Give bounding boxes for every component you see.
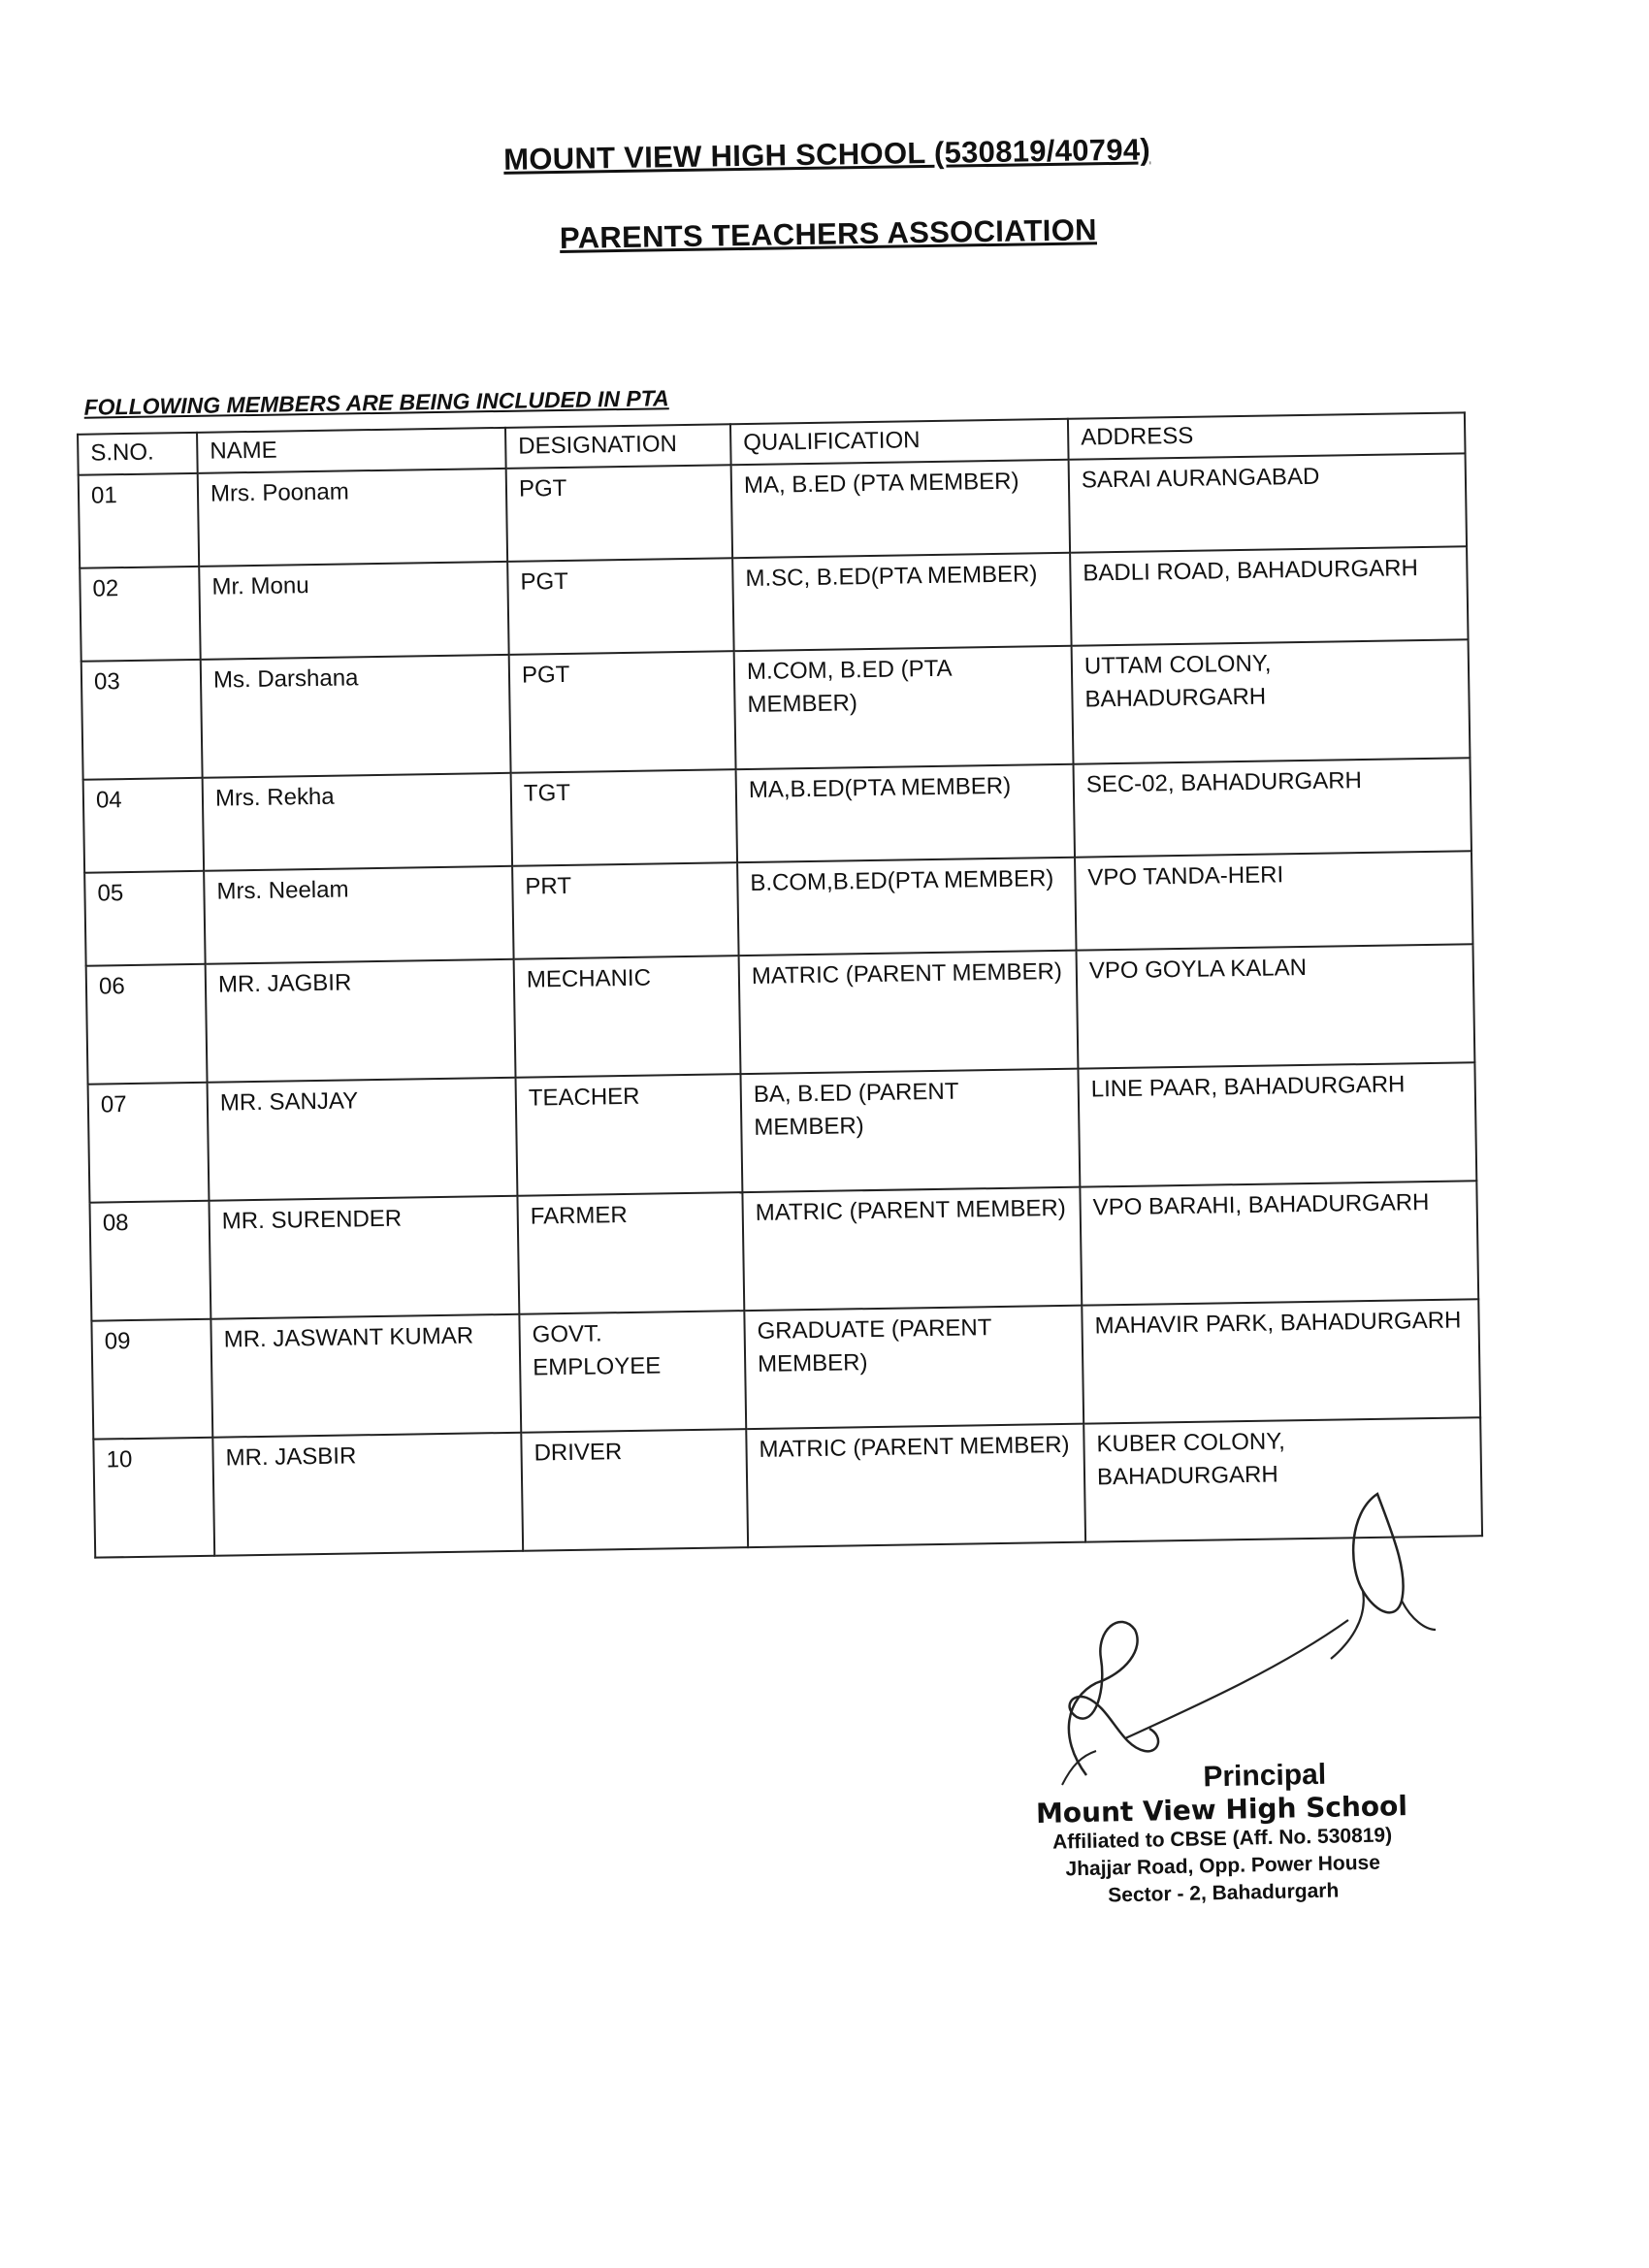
cell-qualification: BA, B.ED (PARENT MEMBER) [740,1069,1080,1192]
cell-qualification: M.COM, B.ED (PTA MEMBER) [734,646,1074,769]
cell-designation: TEACHER [516,1074,743,1196]
members-table [77,411,1483,1558]
cell-designation: PGT [509,651,736,773]
stamp-line: Sector - 2, Bahadurgarh [1108,1879,1340,1907]
cell-name: MR. JASWANT KUMAR [210,1314,521,1438]
cell-name: Mrs. Poonam [198,469,507,567]
table-row [88,1062,1477,1202]
cell-qualification: MA,B.ED(PTA MEMBER) [736,764,1075,862]
cell-sno: 07 [88,1083,210,1203]
cell-qualification: MATRIC (PARENT MEMBER) [746,1424,1085,1547]
cell-sno: 05 [84,871,205,966]
cell-designation: MECHANIC [514,956,741,1078]
cell-sno: 04 [83,778,204,873]
cell-sno: 08 [89,1201,210,1321]
cell-designation: PGT [507,558,733,655]
cell-designation: DRIVER [521,1429,748,1551]
table-row [81,639,1471,779]
cell-name: MR. JAGBIR [206,959,516,1083]
cell-address: MAHAVIR PARK, BAHADURGARH [1082,1299,1480,1423]
cell-address: KUBER COLONY, BAHADURGARH [1083,1417,1482,1541]
cell-name: Mrs. Rekha [203,773,512,871]
cell-address: VPO TANDA-HERI [1075,851,1472,950]
cell-designation: GOVT. EMPLOYEE [519,1311,746,1433]
principal-stamp [1007,1756,1437,1911]
cell-address: VPO BARAHI, BAHADURGARH [1080,1181,1478,1305]
col-header-sno: S.NO. [78,433,198,475]
cell-name: MR. JASBIR [212,1433,523,1556]
cell-designation: PRT [512,862,738,959]
cell-qualification: GRADUATE (PARENT MEMBER) [744,1306,1083,1429]
cell-sno: 06 [86,964,208,1085]
cell-name: Ms. Darshana [201,655,511,778]
association-title: PARENTS TEACHERS ASSOCIATION [559,212,1098,255]
stamp-line: Mount View High School [1035,1789,1408,1831]
cell-address: VPO GOYLA KALAN [1077,944,1475,1068]
cell-qualification: M.SC, B.ED(PTA MEMBER) [732,553,1071,651]
col-header-name: NAME [197,428,506,473]
cell-sno: 03 [81,660,203,780]
school-title: MOUNT VIEW HIGH SCHOOL (530819/40794) [502,132,1151,177]
cell-sno: 09 [91,1319,212,1440]
table-row [91,1299,1480,1439]
table-row [86,944,1475,1084]
table-row [89,1181,1478,1320]
stamp-line: Jhajjar Road, Opp. Power House [1065,1851,1381,1881]
cell-address: SEC-02, BAHADURGARH [1074,758,1471,857]
cell-sno: 01 [79,473,199,568]
col-header-designation: DESIGNATION [505,424,731,469]
col-header-address: ADDRESS [1068,412,1466,459]
cell-designation: PGT [506,465,732,562]
cell-name: MR. SURENDER [209,1196,519,1319]
cell-qualification: MA, B.ED (PTA MEMBER) [731,460,1070,558]
col-header-qualification: QUALIFICATION [730,419,1069,465]
intro-text: FOLLOWING MEMBERS ARE BEING INCLUDED IN PTA [83,385,669,420]
cell-address: SARAI AURANGABAD [1069,453,1467,552]
cell-sno: 02 [80,567,200,662]
cell-name: Mrs. Neelam [204,866,513,964]
cell-address: UTTAM COLONY, BAHADURGARH [1072,639,1471,763]
cell-qualification: MATRIC (PARENT MEMBER) [742,1187,1082,1311]
cell-name: Mr. Monu [199,562,508,660]
cell-designation: FARMER [517,1192,744,1314]
cell-designation: TGT [511,769,737,866]
cell-qualification: B.COM,B.ED(PTA MEMBER) [737,858,1076,956]
cell-sno: 10 [93,1438,214,1558]
cell-address: BADLI ROAD, BAHADURGARH [1070,546,1468,645]
stamp-line: Affiliated to CBSE (Aff. No. 530819) [1051,1824,1393,1854]
stamp-line: Principal [1203,1758,1327,1794]
cell-name: MR. SANJAY [208,1078,518,1201]
cell-address: LINE PAAR, BAHADURGARH [1078,1062,1476,1186]
cell-qualification: MATRIC (PARENT MEMBER) [739,951,1079,1074]
